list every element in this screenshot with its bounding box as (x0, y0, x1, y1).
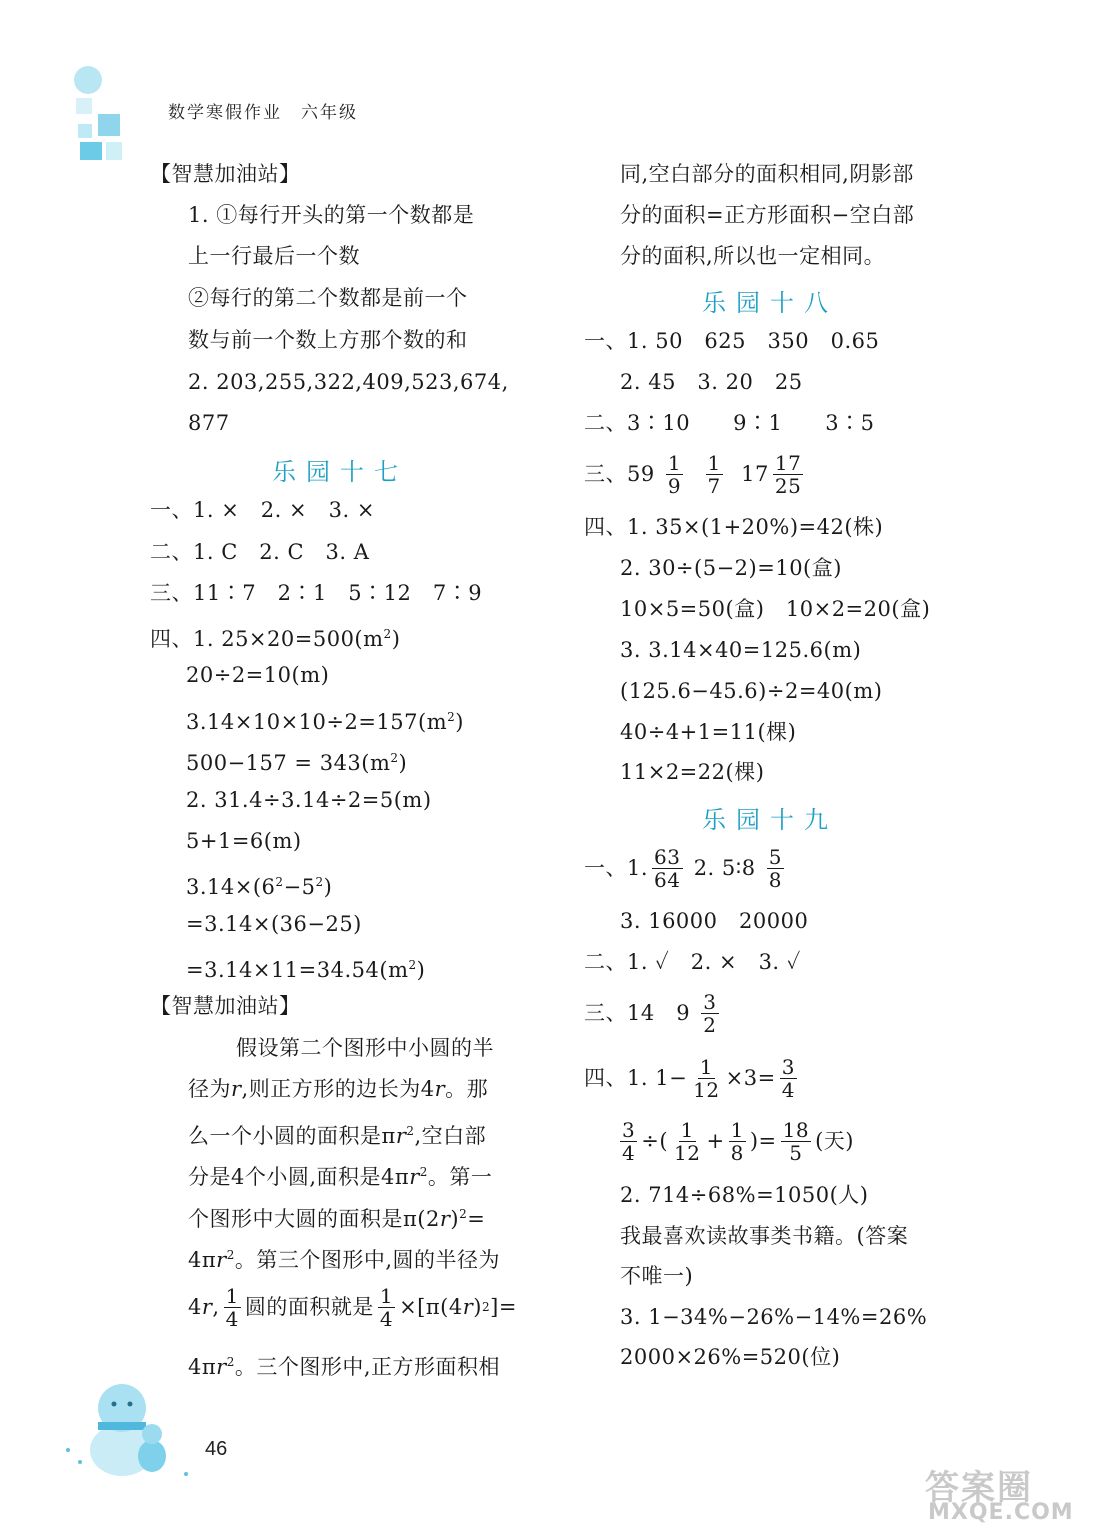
s19-si-1: 四、1. 1− $\frac{1}{12}$ ×3= $\frac{3}{4}$ (584, 1054, 795, 1102)
fraction: $\frac{3}{2}$ (703, 989, 717, 1037)
s19-si-4: 我最喜欢读故事类书籍。(答案 (620, 1224, 909, 1248)
fraction: $\frac{1}{7}$ (707, 450, 721, 498)
header-decoration (66, 62, 136, 162)
wisdom1-line-2: 上一行最后一个数 (188, 244, 360, 268)
s17-si-3: $3.14\times 10\times 10\div 2=157(m^2)$ (186, 710, 464, 734)
s17-si-9: $=3.14\times 11=34.54(m^2)$ (186, 958, 426, 982)
s19-si-7: 2000×26%=520(位) (620, 1345, 841, 1369)
s17-er: 二、1. C 2. C 3. A (150, 540, 370, 564)
s18-si-2: 2. 30÷(5−2)=10(盒) (620, 556, 842, 580)
s18-si-3: 10×5=50(盒) 10×2=20(盒) (620, 597, 931, 621)
wisdom2-line-4: 分是4个小圆,面积是$4\pi r^2$。第一 (188, 1165, 493, 1189)
s19-si-6: 3. 1−34%−26%−14%=26% (620, 1305, 928, 1329)
watermark-logo: 答案圈 (925, 1468, 1033, 1508)
s19-si-2: $\frac{3}{4}$ ÷( $\frac{1}{12}$ + $\frac{1}{8}$ )= $\frac{18}{5}$ (天) (622, 1117, 854, 1165)
s17-si-1: 四、1. $25\times 20=500(m^2)$ (150, 627, 401, 651)
wisdom1-line-1: 1. ①每行开头的第一个数都是 (188, 203, 475, 227)
s17-si-7: $3.14\times(6^2-5^2)$ (186, 875, 333, 899)
wisdom-heading-1: 【智慧加油站】 (150, 162, 301, 186)
s18-san: 三、59 $\frac{1}{9}$ $\frac{1}{7}$ 17 $\frac{17}{25}$ (584, 450, 802, 498)
fraction: $\frac{1}{8}$ (730, 1117, 744, 1165)
fraction: $\frac{63}{64}$ (654, 844, 681, 892)
wisdom2-line-3: 么一个小圆的面积是$\pi r^2$,空白部 (188, 1124, 487, 1148)
s18-si-6: 40÷4+1=11(棵) (620, 720, 797, 744)
s19-si-5: 不唯一) (620, 1264, 694, 1288)
section-19-title: 乐园十九 (702, 806, 838, 834)
s19-er: 二、1. ✓ 2. × 3. ✓ (584, 950, 801, 974)
s18-si-7: 11×2=22(棵) (620, 760, 765, 784)
s18-yi-1: 一、1. 50 625 350 0.65 (584, 329, 880, 353)
fraction-one-quarter: $\frac{1}{4}$ (225, 1283, 239, 1331)
fraction-one-quarter: $\frac{1}{4}$ (379, 1283, 394, 1331)
section-18-title: 乐园十八 (702, 289, 838, 317)
wisdom1-line-4: 数与前一个数上方那个数的和 (188, 328, 468, 352)
section-17-title: 乐园十七 (272, 458, 408, 486)
cont-line-3: 分的面积,所以也一定相同。 (620, 244, 886, 268)
fraction: $\frac{1}{12}$ (693, 1054, 720, 1102)
s17-san: 三、11∶7 2∶1 5∶12 7∶9 (150, 581, 483, 605)
page-number: 46 (205, 1438, 228, 1460)
wisdom2-line-1: 假设第二个图形中小圆的半 (236, 1036, 494, 1060)
fraction: $\frac{1}{12}$ (674, 1117, 701, 1165)
s17-si-2: 20÷2=10(m) (186, 663, 330, 687)
s17-si-8: =3.14×(36−25) (186, 912, 362, 936)
wisdom2-line-5: 个图形中大圆的面积是$\pi(2r)^2=$ (188, 1207, 486, 1231)
header-title: 数学寒假作业 六年级 (168, 103, 358, 123)
wisdom1-line-6: 877 (188, 411, 230, 435)
wisdom2-line-6: $4\pi r^2$。第三个图形中,圆的半径为 (188, 1248, 501, 1272)
wisdom1-line-3: ②每行的第二个数都是前一个 (188, 286, 468, 310)
fraction: $\frac{3}{4}$ (622, 1117, 636, 1165)
cont-line-1: 同,空白部分的面积相同,阴影部 (620, 162, 914, 186)
s19-san: 三、14 9 $\frac{3}{2}$ (584, 989, 717, 1037)
s18-si-4: 3. 3.14×40=125.6(m) (620, 638, 862, 662)
fraction: $\frac{18}{5}$ (782, 1117, 810, 1165)
s17-si-4: $500-157 = 343(m^2)$ (186, 751, 408, 775)
wisdom2-line-7: 4 r , $\frac{1}{4}$ 圆的面积就是 $\frac{1}{4}$ ×[π(4 r ) 2 ]= (188, 1283, 517, 1331)
wisdom2-line-2: 径为r,则正方形的边长为4r。那 (188, 1077, 489, 1101)
s19-yi-1: 一、1. $\frac{63}{64}$ 2. 5∶8 $\frac{5}{8}$ (584, 844, 783, 892)
s17-yi: 一、1. × 2. × 3. × (150, 498, 375, 522)
s18-si-1: 四、1. 35×(1+20%)=42(株) (584, 515, 884, 539)
wisdom2-line-8: $4\pi r^2$。三个图形中,正方形面积相 (188, 1355, 501, 1379)
s18-er: 二、3∶10 9∶1 3∶5 (584, 411, 875, 435)
wisdom1-line-5: 2. 203,255,322,409,523,674, (188, 370, 509, 394)
cont-line-2: 分的面积=正方形面积−空白部 (620, 203, 915, 227)
s18-yi-2: 2. 45 3. 20 25 (620, 370, 803, 394)
s19-si-3: 2. 714÷68%=1050(人) (620, 1183, 869, 1207)
fraction: $\frac{17}{25}$ (774, 450, 802, 498)
wisdom-heading-2: 【智慧加油站】 (150, 994, 301, 1018)
s17-si-5: 2. 31.4÷3.14÷2=5(m) (186, 788, 432, 812)
s18-si-5: (125.6−45.6)÷2=40(m) (620, 679, 883, 703)
watermark-url: MXQE.COM (928, 1500, 1074, 1525)
fraction: $\frac{3}{4}$ (781, 1054, 795, 1102)
s17-si-6: 5+1=6(m) (186, 829, 302, 853)
s19-yi-2: 3. 16000 20000 (620, 909, 809, 933)
fraction: $\frac{1}{9}$ (667, 450, 682, 498)
fraction: $\frac{5}{8}$ (768, 844, 783, 892)
snowman-illustration (60, 1370, 200, 1480)
